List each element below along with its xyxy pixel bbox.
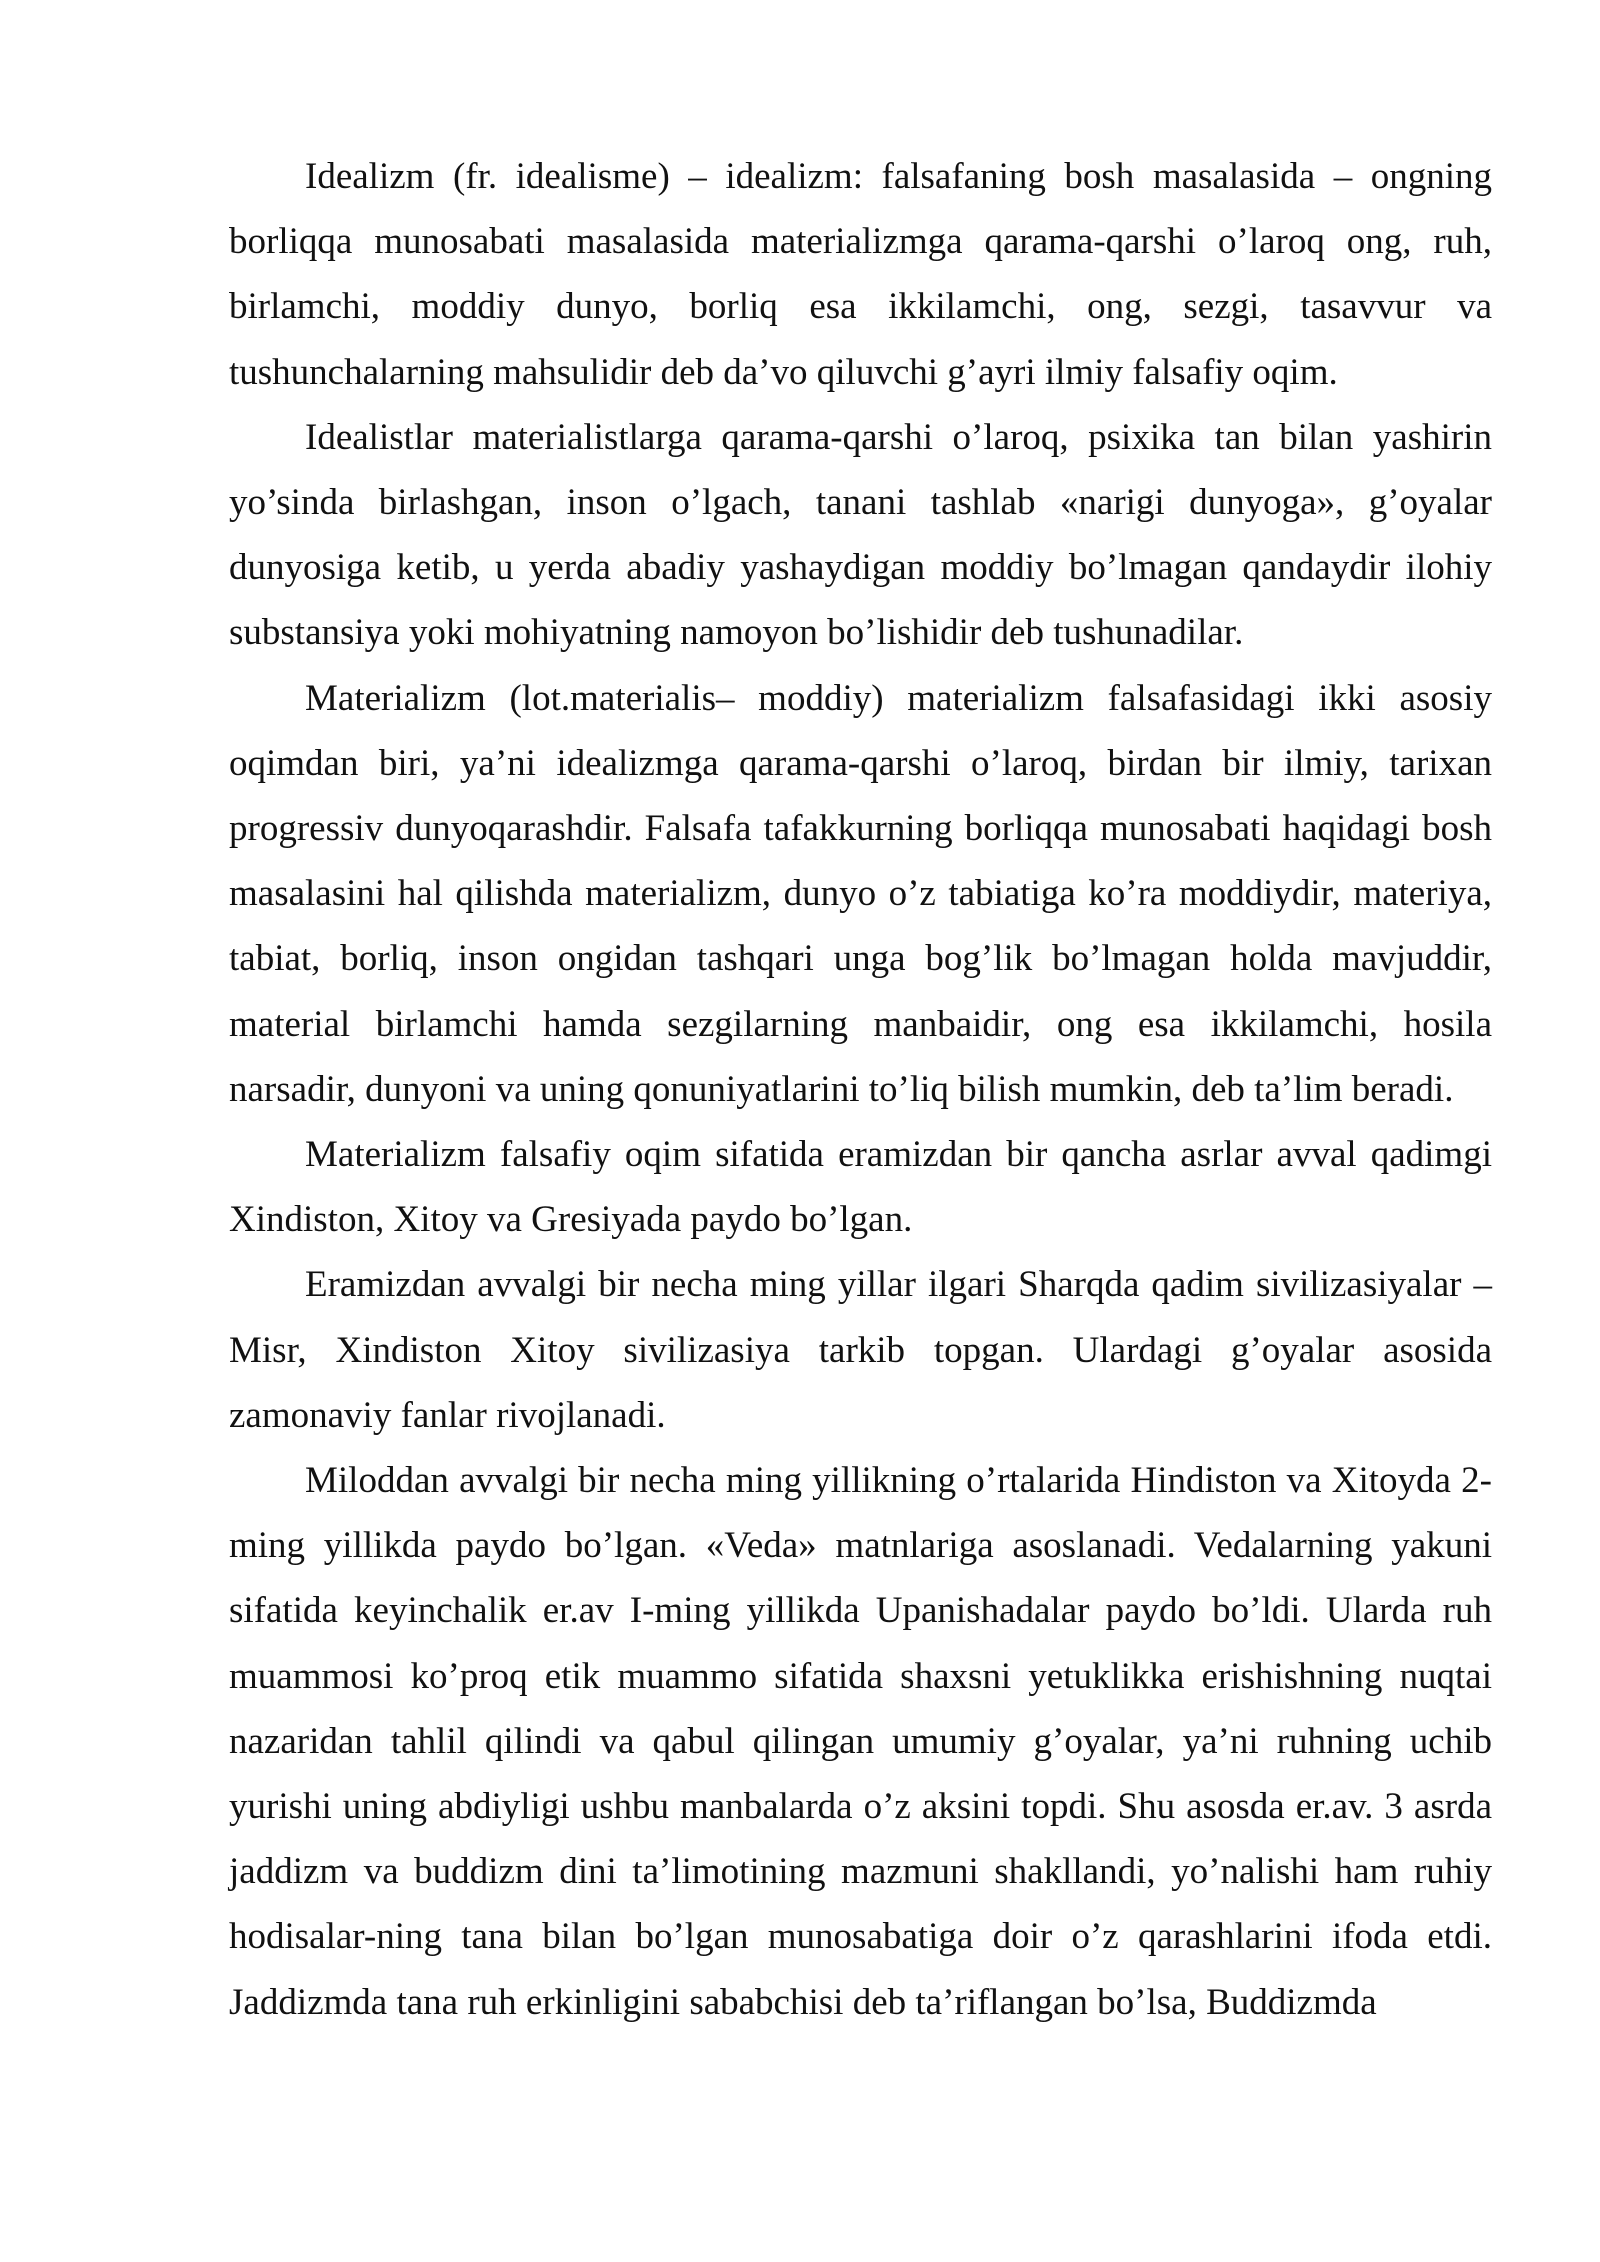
paragraph-eastern-civilizations: Eramizdan avvalgi bir necha ming yillar ilgari Sharqda qadim sivilizasiyalar – Misr, Xindiston Xitoy sivilizasiya tarkib topgan. Ulardagi g’oyalar asosida zamonaviy fanlar rivojlanadi. bbox=[229, 1264, 1492, 1436]
paragraph-idealizm-definition: Idealizm (fr. idealisme) – idealizm: falsafaning bosh masalasida – ongning borliqqa munosabati masalasida materializmga qarama-qarshi o’laroq ong, ruh, birlamchi, moddiy dunyo, borliq esa ikkilamchi, ong, sezgi, tasavvur va tushunchalarning mahsulidir deb da’vo qiluvchi g’ayri ilmiy falsafiy oqim. bbox=[229, 156, 1492, 393]
document-page bbox=[229, 144, 1492, 2035]
paragraph-materializm-definition: Materializm (lot.materialis– moddiy) materializm falsafasidagi ikki asosiy oqimdan biri, ya’ni idealizmga qarama-qarshi o’laroq, birdan bir ilmiy, tarixan progressiv dunyoqarashdir. Falsafa tafakkurning borliqqa munosabati haqidagi bosh masalasini hal qilishda materializm, dunyo o’z tabiatiga ko’ra moddiydir, materiya, tabiat, borliq, inson ongidan tashqari unga bog’lik bo’lmagan holda mavjuddir, material birlamchi hamda sezgilarning manbaidir, ong esa ikkilamchi, hosila narsadir, dunyoni va uning qonuniyatlarini to’liq bilish mumkin, deb ta’lim beradi. bbox=[229, 677, 1492, 1110]
paragraph-idealists-view: Idealistlar materialistlarga qarama-qarshi o’laroq, psixika tan bilan yashirin yo’sinda birlashgan, inson o’lgach, tanani tashlab «narigi dunyoga», g’oyalar dunyosiga ketib, u yerda abadiy yashaydigan moddiy bo’lmagan qandaydir ilohiy substansiya yoki mohiyatning namoyon bo’lishidir deb tushunadilar. bbox=[229, 416, 1492, 654]
paragraph-materializm-origin: Materializm falsafiy oqim sifatida eramizdan bir qancha asrlar avval qadimgi Xindiston, Xitoy va Gresiyada paydo bo’lgan. bbox=[229, 1134, 1492, 1241]
paragraph-veda-upanishads: Miloddan avvalgi bir necha ming yillikning o’rtalarida Hindiston va Xitoyda 2-ming yillikda paydo bo’lgan. «Veda» matnlariga asoslanadi. Vedalarning yakuni sifatida keyinchalik er.av I-ming yillikda Upanishadalar paydo bo’ldi. Ularda ruh muammosi ko’proq etik muammo sifatida shaxsni yetuklikka erishishning nuqtai nazaridan tahlil qilindi va qabul qilingan umumiy g’oyalar, ya’ni ruhning uchib yurishi uning abdiyligi ushbu manbalarda o’z aksini topdi. Shu asosda er.av. 3 asrda jaddizm va buddizm dini ta’limotining mazmuni shakllandi, yo’nalishi ham ruhiy hodisalar-ning tana bilan bo’lgan munosabatiga doir o’z qarashlarini ifoda etdi. Jaddizmda tana ruh erkinligini sababchisi deb ta’riflangan bo’lsa, Buddizmda bbox=[229, 1460, 1492, 2023]
